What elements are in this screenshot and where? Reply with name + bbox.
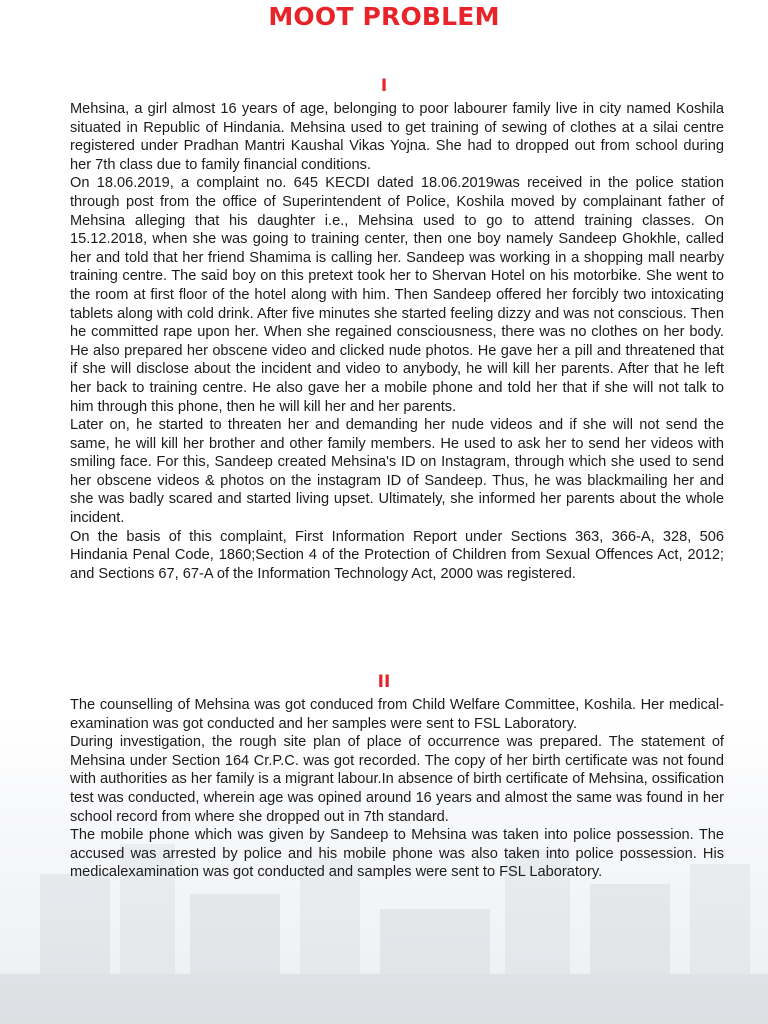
paragraph: During investigation, the rough site plan of place of occurrence was prepared. The statement of Mehsina under Section 164 Cr.P.C. was got recorded. The copy of her birth certificate was not found with authorities as her family is a migrant labour.In absence of birth certificate of Mehsina, ossification test was conducted, wherein age was opined around 16 years and almost the same was found in her school record from where she dropped out in 7th standard. (70, 734, 724, 825)
paragraph: On the basis of this complaint, First Information Report under Sections 363, 366-A, 328, 506 Hindania Penal Code, 1860;Section 4 of the Protection of Children from Sexual Offences Act, 2012; and Sections 67, 67-A of the Information Technology Act, 2000 was registered. (70, 528, 724, 582)
paragraph: On 18.06.2019, a complaint no. 645 KECDI dated 18.06.2019was received in the police station through post from the office of Superintendent of Police, Koshila moved by complainant father of Mehsina alleging that his daughter i.e., Mehsina used to go to attend training classes. On 15.12.2018, when she was going to training center, then one boy namely Sandeep Ghokhle, called her and told that her friend Shamima is calling her. Sandeep was working in a shopping mall nearby training centre. The said boy on this pretext took her to Shervan Hotel on his motorbike. She went to the room at first floor of the hotel along with him. Then Sandeep offered her forcibly two intoxicating tablets along with cold drink. After five minutes she started feeling dizzy and was not conscious. Then he committed rape upon her. When she regained consciousness, there was no clothes on her body. He also prepared her obscene video and clicked nude photos. He gave her a pill and threatened that if she will disclose about the incident and video to anybody, he will kill her parents. After that he left her back to training centre. He also gave her a mobile phone and told her that if she will not talk to him through this phone, then he will kill her and her parents. (70, 175, 724, 415)
paragraph: The mobile phone which was given by Sandeep to Mehsina was taken into police possession. The accused was arrested by police and his mobile phone was also taken into police possession. His medicalexamination was got conducted and samples were sent to FSL Laboratory. (70, 827, 724, 881)
paragraph: The counselling of Mehsina was got conduced from Child Welfare Committee, Koshila. Her medical-examination was got conducted and her samples were sent to FSL Laboratory. (70, 697, 724, 732)
section-numeral-1: I (380, 76, 388, 96)
paragraph: Later on, he started to threaten her and demanding her nude videos and if she will not send the same, he will kill her brother and other family members. He used to ask her to send her videos with smiling face. For this, Sandeep created Mehsina's ID on Instagram, through which she used to send her obscene videos & photos on the instagram ID of Sandeep. Thus, he was blackmailing her and she was badly scared and started living upset. Ultimately, she informed her parents about the whole incident. (70, 417, 724, 527)
paragraph: Mehsina, a girl almost 16 years of age, belonging to poor labourer family live in city named Koshila situated in Republic of Hindania. Mehsina used to get training of sewing of clothes at a silai centre registered under Pradhan Mantri Kaushal Vikas Yojna. She had to dropped out from school during her 7th class due to family financial conditions. (70, 101, 724, 173)
section-numeral-2: II (377, 672, 391, 692)
section-2-body (70, 696, 724, 882)
page-title: MOOT PROBLEM (268, 2, 500, 31)
section-1-body (70, 100, 724, 583)
